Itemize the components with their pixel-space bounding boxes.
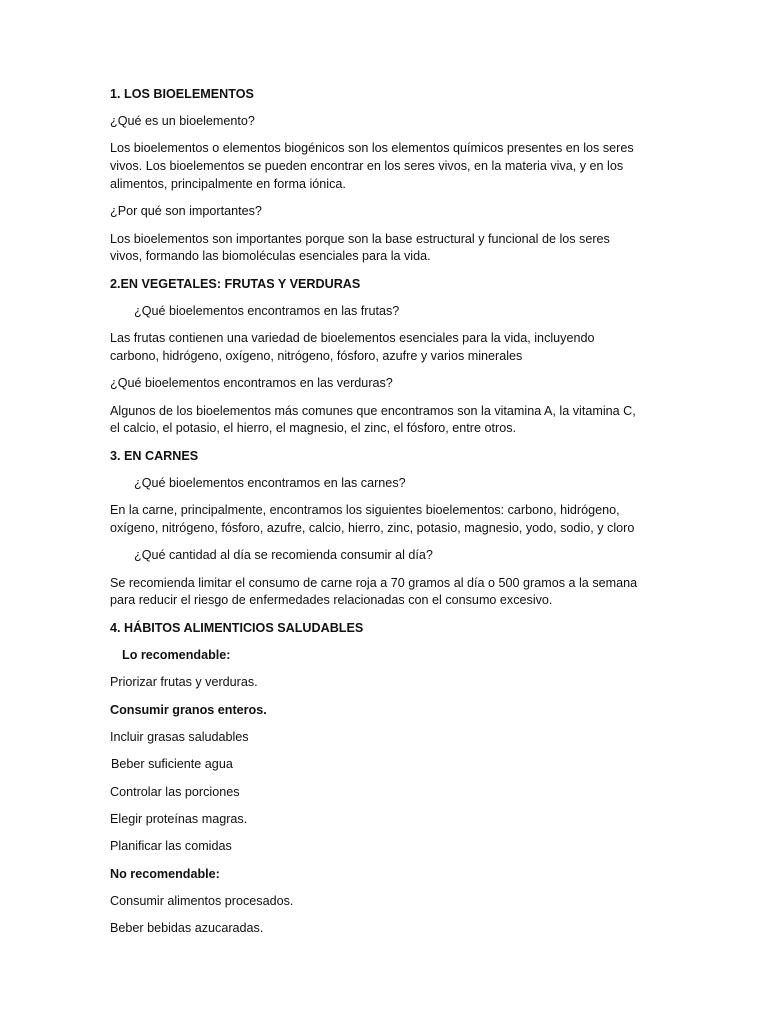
section-1-question-2: ¿Por qué son importantes?	[110, 204, 262, 218]
section-1-question-1: ¿Qué es un bioelemento?	[110, 114, 255, 128]
recommended-item: Elegir proteínas magras.	[110, 812, 248, 826]
section-2-question-2: ¿Qué bioelementos encontramos en las verduras?	[110, 376, 393, 390]
recommended-item: Beber suficiente agua	[111, 757, 233, 771]
section-3-paragraph-1-line-1: En la carne, principalmente, encontramos los siguientes bioelementos: carbono, hidrógeno,	[110, 503, 620, 517]
recommended-item: Controlar las porciones	[110, 785, 240, 799]
section-3-paragraph-1-line-2: oxígeno, nitrógeno, fósforo, azufre, calcio, hierro, zinc, potasio, magnesio, yodo, sodio, y cloro	[110, 521, 635, 535]
not-recommended-item: Consumir alimentos procesados.	[110, 894, 294, 908]
section-4-heading: 4. HÁBITOS ALIMENTICIOS SALUDABLES	[110, 621, 364, 635]
recommended-item: Incluir grasas saludables	[110, 730, 249, 744]
section-1-paragraph-1-line-2: vivos. Los bioelementos se pueden encontrar en los seres vivos, en la materia viva, y en los	[110, 159, 624, 173]
recommended-item: Consumir granos enteros.	[110, 703, 267, 717]
section-1-heading: 1. LOS BIOELEMENTOS	[110, 87, 254, 101]
section-3-paragraph-2-line-2: para reducir el riesgo de enfermedades relacionadas con el consumo excesivo.	[110, 593, 553, 607]
recommended-item: Priorizar frutas y verduras.	[110, 675, 258, 689]
not-recommended-item: Beber bebidas azucaradas.	[110, 921, 264, 935]
section-1-paragraph-1-line-1: Los bioelementos o elementos biogénicos son los elementos químicos presentes en los seres	[110, 141, 634, 155]
section-1-paragraph-1-line-3: alimentos, principalmente en forma iónica.	[110, 177, 346, 191]
section-2-paragraph-2-line-1: Algunos de los bioelementos más comunes que encontramos son la vitamina A, la vitamina C,	[110, 404, 636, 418]
section-1-paragraph-2-line-1: Los bioelementos son importantes porque son la base estructural y funcional de los seres	[110, 232, 610, 246]
section-1-paragraph-2-line-2: vivos, formando las biomoléculas esenciales para la vida.	[110, 249, 431, 263]
recommended-item: Planificar las comidas	[110, 839, 232, 853]
section-2-paragraph-2-line-2: el calcio, el potasio, el hierro, el magnesio, el zinc, el fósforo, entre otros.	[110, 421, 517, 435]
section-2-paragraph-1-line-2: carbono, hidrógeno, oxígeno, nitrógeno, fósforo, azufre y varios minerales	[110, 349, 523, 363]
section-3-heading: 3. EN CARNES	[110, 449, 199, 463]
recommended-label: Lo recomendable:	[122, 648, 231, 662]
section-2-question-1: ¿Qué bioelementos encontramos en las frutas?	[134, 304, 400, 318]
section-3-paragraph-2-line-1: Se recomienda limitar el consumo de carne roja a 70 gramos al día o 500 gramos a la semana	[110, 576, 638, 590]
section-2-paragraph-1-line-1: Las frutas contienen una variedad de bioelementos esenciales para la vida, incluyendo	[110, 331, 595, 345]
section-2-heading: 2.EN VEGETALES: FRUTAS Y VERDURAS	[110, 277, 361, 291]
section-3-question-2: ¿Qué cantidad al día se recomienda consumir al día?	[134, 548, 433, 562]
section-3-question-1: ¿Qué bioelementos encontramos en las carnes?	[134, 476, 406, 490]
not-recommended-label: No recomendable:	[110, 867, 220, 881]
